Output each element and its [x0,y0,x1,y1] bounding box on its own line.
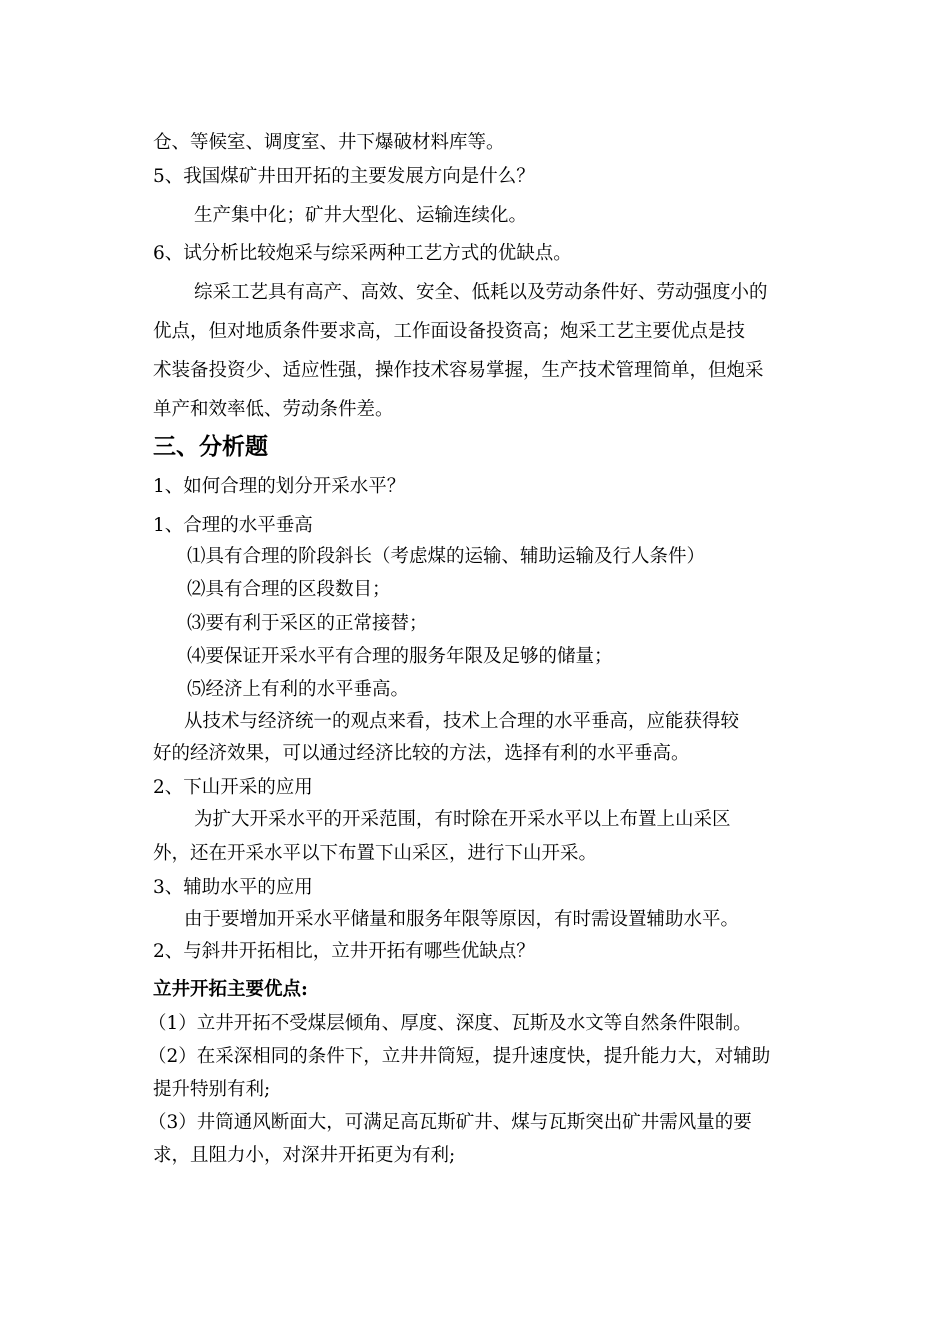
question-6: 6、试分析比较炮采与综采两种工艺方式的优缺点。 [153,243,572,264]
paragraph-line: 为扩大开采水平的开采范围，有时除在开采水平以上布置上山采区 [194,809,731,830]
paragraph-line: 从技术与经济统一的观点来看，技术上合理的水平垂高，应能获得较 [184,711,740,732]
answer-heading: 2、下山开采的应用 [153,777,313,798]
paragraph-line: 外，还在开采水平以下布置下山采区，进行下山开采。 [153,843,598,864]
answer-5: 生产集中化；矿井大型化、运输连续化。 [194,205,528,226]
list-item-continued: 求，且阻力小，对深井开拓更为有利; [153,1145,456,1166]
bold-subheading: 立井开拓主要优点: [153,979,308,1000]
list-item: （1）立井开拓不受煤层倾角、厚度、深度、瓦斯及水文等自然条件限制。 [148,1013,752,1034]
answer-6-line: 优点，但对地质条件要求高，工作面设备投资高；炮采工艺主要优点是技 [153,321,746,342]
list-item: ⑶要有利于采区的正常接替； [187,613,428,634]
answer-6-line: 综采工艺具有高产、高效、安全、低耗以及劳动条件好、劳动强度小的 [194,282,768,303]
analysis-question-1: 1、如何合理的划分开采水平？ [153,476,406,497]
list-item: （2）在采深相同的条件下，立井井筒短，提升速度快，提升能力大，对辅助 [148,1046,771,1067]
text-line: 仓、等候室、调度室、井下爆破材料库等。 [153,132,505,153]
list-item-continued: 提升特别有利; [153,1079,271,1100]
analysis-question-2: 2、与斜井开拓相比，立井开拓有哪些优缺点？ [153,941,535,962]
list-item: ⑸经济上有利的水平垂高。 [187,679,410,700]
section-heading: 三、分析题 [153,434,268,460]
list-item: ⑵具有合理的区段数目； [187,579,391,600]
answer-heading: 1、合理的水平垂高 [153,515,313,536]
answer-6-line: 术装备投资少、适应性强，操作技术容易掌握，生产技术管理简单，但炮采 [153,360,764,381]
paragraph-line: 由于要增加开采水平储量和服务年限等原因，有时需设置辅助水平。 [184,909,740,930]
answer-heading: 3、辅助水平的应用 [153,877,313,898]
list-item: （3）井筒通风断面大，可满足高瓦斯矿井、煤与瓦斯突出矿井需风量的要 [148,1112,752,1133]
list-item: ⑴具有合理的阶段斜长（考虑煤的运输、辅助运输及行人条件） [187,546,706,567]
answer-6-line: 单产和效率低、劳动条件差。 [153,399,394,420]
list-item: ⑷要保证开采水平有合理的服务年限及足够的储量； [187,646,613,667]
paragraph-line: 好的经济效果，可以通过经济比较的方法，选择有利的水平垂高。 [153,743,690,764]
question-5: 5、我国煤矿井田开拓的主要发展方向是什么？ [153,166,535,187]
